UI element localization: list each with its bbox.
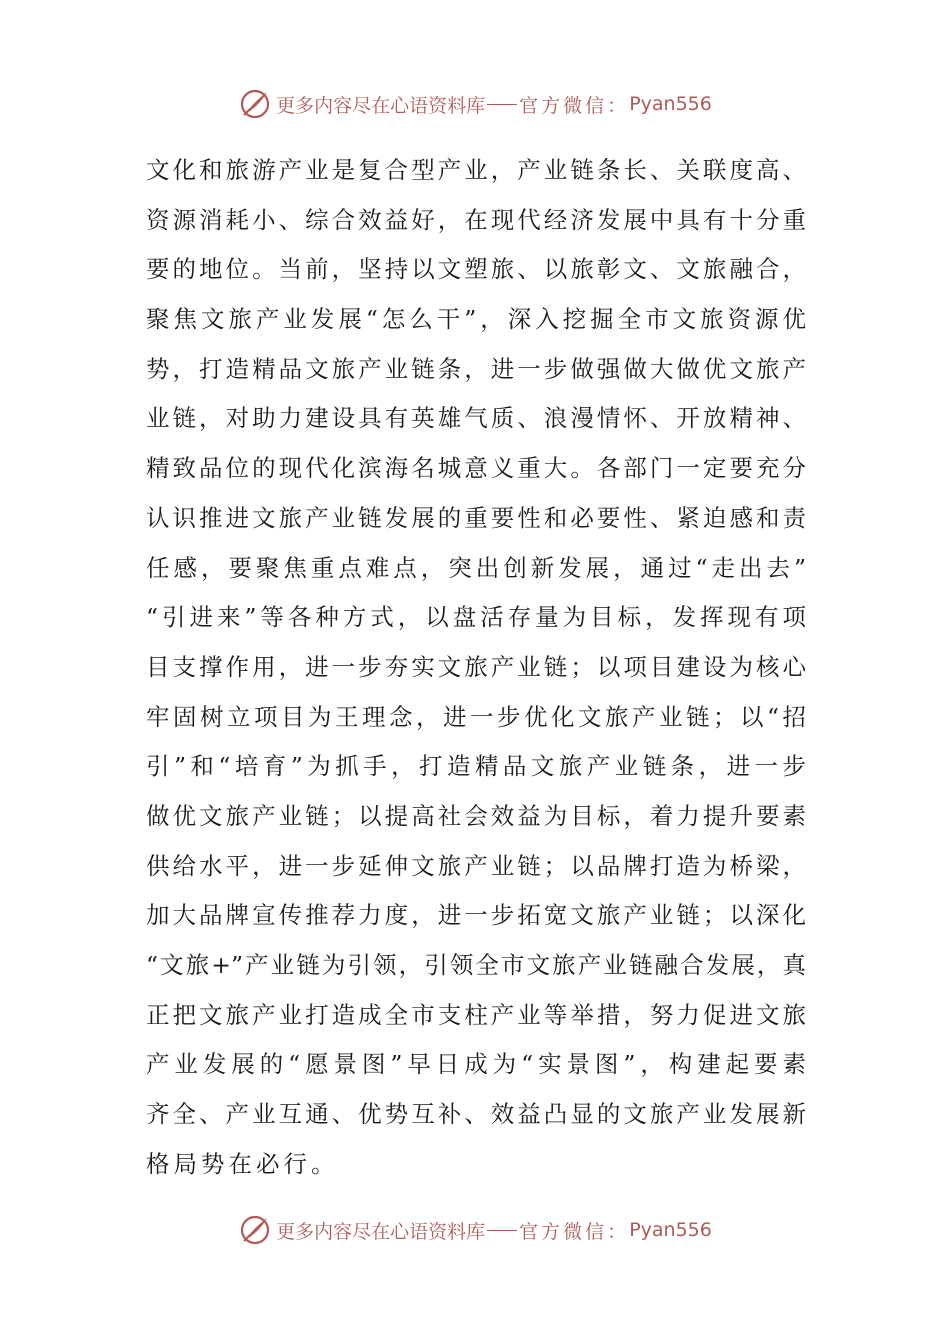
- text-line: 任感，要聚焦重点难点，突出创新发展，通过“走出去”: [146, 553, 806, 582]
- text-line: 文化和旅游产业是复合型产业，产业链条长、关联度高、: [146, 156, 806, 184]
- text-line: “文旅+”产业链为引领，引领全市文旅产业链融合发展，真: [146, 951, 806, 979]
- banner-site-text: 更多内容尽在心语资料库: [276, 1220, 486, 1243]
- banner-wechat-id: Pyan556: [629, 1219, 712, 1241]
- header-banner: [0, 84, 950, 124]
- text-line: 精致品位的现代化滨海名城意义重大。各部门一定要充分: [146, 454, 806, 483]
- text-line: 供给水平，进一步延伸文旅产业链；以品牌打造为桥梁，: [146, 851, 806, 880]
- quill-logo-icon: [238, 1213, 272, 1247]
- text-line: 牢固树立项目为王理念，进一步优化文旅产业链；以“招: [146, 702, 806, 731]
- text-line: 业链，对助力建设具有英雄气质、浪漫情怀、开放精神、: [146, 404, 806, 433]
- text-line: 齐全、产业互通、优势互补、效益凸显的文旅产业发展新: [146, 1100, 806, 1129]
- text-line: 加大品牌宣传推荐力度，进一步拓宽文旅产业链；以深化: [146, 901, 806, 930]
- text-line: 产业发展的“愿景图”早日成为“实景图”，构建起要素: [146, 1050, 806, 1079]
- banner-site-text: 更多内容尽在心语资料库: [276, 94, 486, 117]
- text-line: 聚焦文旅产业发展“怎么干”，深入挖掘全市文旅资源优: [146, 305, 806, 334]
- text-line: 引”和“培育”为抓手，打造精品文旅产业链条，进一步: [146, 752, 806, 781]
- text-line: 资源消耗小、综合效益好，在现代经济发展中具有十分重: [146, 205, 806, 234]
- text-line: 要的地位。当前，坚持以文塑旅、以旅彰文、文旅融合，: [146, 255, 806, 284]
- banner-divider: [487, 104, 517, 105]
- document-body: [146, 146, 806, 1189]
- footer-banner: [0, 1210, 950, 1250]
- text-line: 格局势在必行。: [146, 1149, 339, 1178]
- banner-wechat-label: 官方微信：: [519, 1220, 630, 1243]
- text-line: 做优文旅产业链；以提高社会效益为目标，着力提升要素: [146, 801, 806, 830]
- text-line: 势，打造精品文旅产业链条，进一步做强做大做优文旅产: [146, 354, 806, 383]
- text-line: 认识推进文旅产业链发展的重要性和必要性、紧迫感和责: [146, 503, 806, 532]
- text-line: 目支撑作用，进一步夯实文旅产业链；以项目建设为核心: [146, 652, 806, 681]
- banner-wechat-id: Pyan556: [629, 93, 712, 115]
- text-line: 正把文旅产业打造成全市支柱产业等举措，努力促进文旅: [146, 1000, 806, 1029]
- banner-divider: [487, 1230, 517, 1231]
- text-line: “引进来”等各种方式，以盘活存量为目标，发挥现有项: [146, 603, 806, 632]
- banner-wechat-label: 官方微信：: [519, 94, 630, 117]
- quill-logo-icon: [238, 87, 272, 121]
